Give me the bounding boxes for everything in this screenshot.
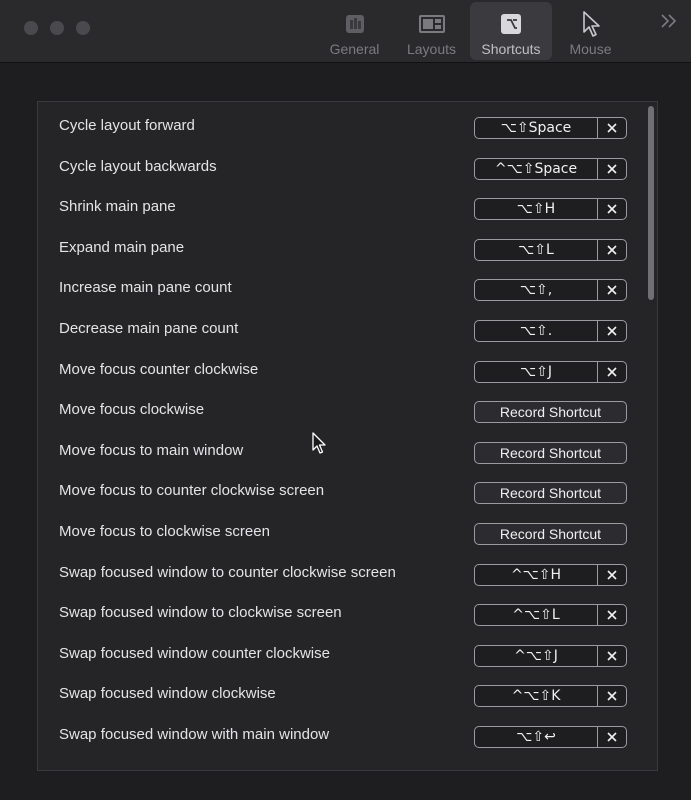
shortcuts-list[interactable] (37, 101, 658, 771)
shortcut-row (38, 187, 643, 228)
shortcut-keys[interactable]: ^⌥⇧L (475, 605, 598, 625)
shortcut-name: Move focus to clockwise screen (59, 523, 270, 540)
shortcut-keys[interactable]: ⌥⇧H (475, 199, 598, 219)
shortcut-row (38, 674, 643, 715)
toolbar-overflow-button[interactable] (659, 12, 679, 34)
shortcut-row (38, 228, 643, 269)
shortcut-name: Swap focused window to counter clockwise screen (59, 563, 396, 581)
clear-shortcut-button[interactable] (598, 118, 626, 138)
close-icon (606, 203, 618, 215)
record-shortcut-button[interactable]: Record Shortcut (474, 482, 627, 504)
shortcut-name: Swap focused window to clockwise screen (59, 604, 342, 622)
shortcut-row (38, 390, 643, 431)
shortcut-row (38, 431, 643, 472)
close-icon (606, 569, 618, 581)
general-icon (341, 10, 369, 38)
clear-shortcut-button[interactable] (598, 686, 626, 706)
close-icon (606, 650, 618, 662)
shortcut-keys[interactable]: ^⌥⇧H (475, 565, 598, 585)
clear-shortcut-button[interactable] (598, 646, 626, 666)
shortcut-row (38, 471, 643, 512)
shortcut-name: Swap focused window with main window (59, 726, 330, 743)
window-close-button[interactable] (24, 21, 38, 35)
shortcut-name: Move focus counter clockwise (59, 360, 259, 378)
shortcut-name: Increase main pane count (59, 279, 232, 297)
shortcut-field[interactable] (474, 117, 627, 139)
shortcut-field[interactable] (474, 645, 627, 667)
tab-label: Shortcuts (481, 41, 541, 57)
shortcut-keys[interactable]: ⌥⇧L (475, 240, 598, 260)
shortcut-field[interactable] (474, 279, 627, 301)
close-icon (606, 284, 618, 296)
layouts-icon (418, 10, 446, 38)
shortcut-row (38, 715, 643, 756)
tab-label: Mouse (569, 41, 612, 57)
window-zoom-button[interactable] (76, 21, 90, 35)
shortcut-field[interactable] (474, 158, 627, 180)
shortcut-field[interactable] (474, 320, 627, 342)
shortcut-keys[interactable]: ⌥⇧J (475, 362, 598, 382)
tab-label: Layouts (406, 41, 457, 57)
shortcut-field[interactable] (474, 564, 627, 586)
clear-shortcut-button[interactable] (598, 362, 626, 382)
close-icon (606, 325, 618, 337)
clear-shortcut-button[interactable] (598, 240, 626, 260)
preferences-tabs (316, 2, 629, 60)
tab-layouts[interactable] (393, 2, 470, 60)
close-icon (606, 366, 618, 378)
clear-shortcut-button[interactable] (598, 159, 626, 179)
shortcut-keys[interactable]: ⌥⇧, (475, 280, 598, 300)
shortcut-field[interactable] (474, 198, 627, 220)
close-icon (606, 690, 618, 702)
close-icon (606, 244, 618, 256)
tab-shortcuts[interactable] (470, 2, 552, 60)
shortcut-keys[interactable]: ⌥⇧Space (475, 118, 598, 138)
scrollbar-thumb[interactable] (648, 106, 654, 300)
shortcut-keys[interactable]: ^⌥⇧Space (475, 159, 598, 179)
close-icon (606, 731, 618, 743)
tab-label: General (329, 41, 380, 57)
window-titlebar (0, 0, 691, 63)
chevron-double-right-icon (660, 13, 678, 34)
shortcut-row (38, 350, 643, 391)
record-shortcut-button[interactable]: Record Shortcut (474, 442, 627, 464)
clear-shortcut-button[interactable] (598, 565, 626, 585)
clear-shortcut-button[interactable] (598, 321, 626, 341)
shortcut-name: Cycle layout forward (59, 117, 195, 134)
window-minimize-button[interactable] (50, 21, 64, 35)
tab-mouse[interactable] (552, 2, 629, 60)
mouse-pointer-icon (577, 10, 605, 38)
shortcut-row (38, 634, 643, 675)
shortcut-keys[interactable]: ^⌥⇧J (475, 646, 598, 666)
mouse-cursor-icon (312, 432, 328, 456)
shortcut-name: Expand main pane (59, 238, 185, 256)
clear-shortcut-button[interactable] (598, 280, 626, 300)
shortcut-row (38, 512, 643, 553)
shortcut-name: Move focus to main window (59, 441, 244, 459)
shortcut-row (38, 147, 643, 188)
close-icon (606, 122, 618, 134)
shortcut-name: Swap focused window clockwise (59, 685, 276, 703)
shortcut-field[interactable] (474, 239, 627, 261)
record-shortcut-button[interactable]: Record Shortcut (474, 523, 627, 545)
shortcut-row (38, 593, 643, 634)
shortcut-row (38, 309, 643, 350)
shortcut-row (38, 106, 643, 147)
shortcut-field[interactable] (474, 604, 627, 626)
shortcut-name: Move focus clockwise (59, 401, 205, 419)
shortcut-field[interactable] (474, 726, 627, 748)
scrollbar[interactable] (648, 106, 654, 766)
shortcut-row (38, 553, 643, 594)
shortcut-name: Cycle layout backwards (59, 157, 217, 175)
clear-shortcut-button[interactable] (598, 727, 626, 747)
shortcut-name: Decrease main pane count (59, 320, 239, 337)
clear-shortcut-button[interactable] (598, 199, 626, 219)
shortcut-field[interactable] (474, 685, 627, 707)
shortcut-name: Shrink main pane (59, 198, 176, 216)
shortcut-row (38, 268, 643, 309)
shortcut-keys[interactable]: ⌥⇧↩ (475, 727, 598, 747)
shortcut-keys[interactable]: ⌥⇧. (475, 321, 598, 341)
clear-shortcut-button[interactable] (598, 605, 626, 625)
close-icon (606, 163, 618, 175)
close-icon (606, 609, 618, 621)
shortcuts-icon (497, 10, 525, 38)
shortcut-keys[interactable]: ^⌥⇧K (475, 686, 598, 706)
shortcut-name: Swap focused window counter clockwise (59, 644, 330, 662)
tab-general[interactable] (316, 2, 393, 60)
shortcut-field[interactable] (474, 361, 627, 383)
shortcut-name: Move focus to counter clockwise screen (59, 482, 325, 500)
record-shortcut-button[interactable]: Record Shortcut (474, 401, 627, 423)
